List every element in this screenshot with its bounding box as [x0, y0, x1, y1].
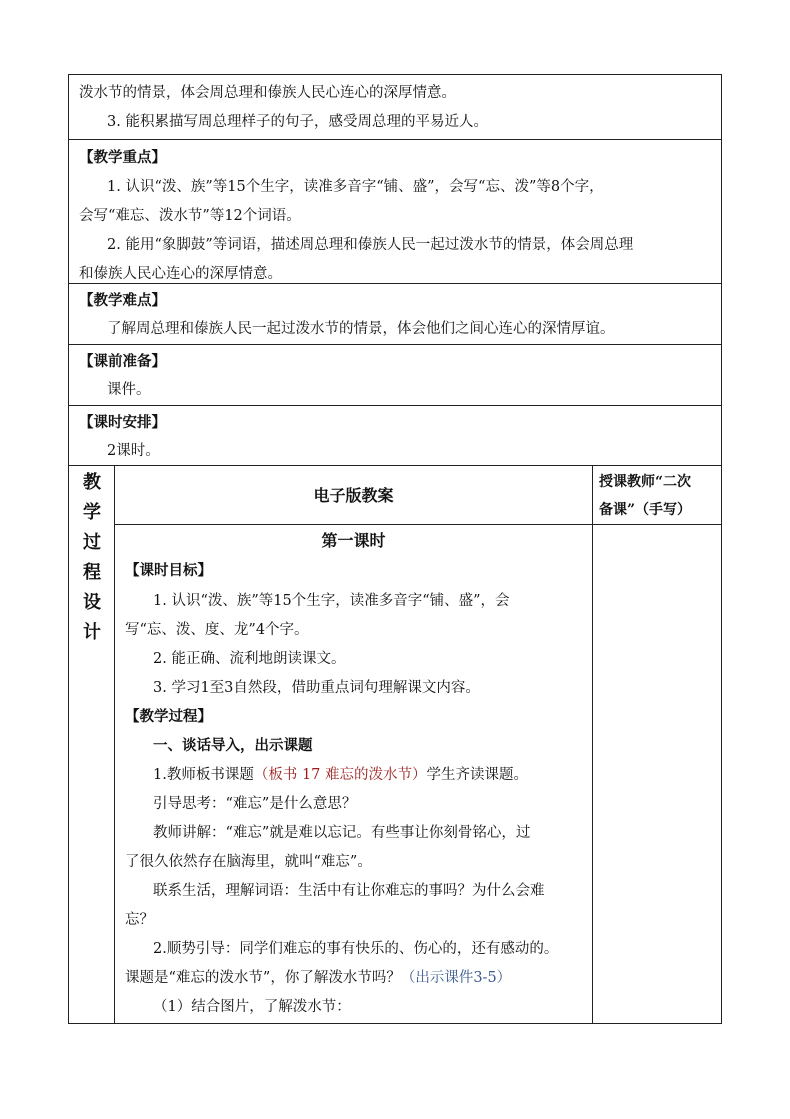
- side-label-char: 设: [83, 592, 101, 613]
- courseware-note: （出示课件3-5）: [400, 970, 512, 986]
- sub-step-1: （1）结合图片，了解泼水节：: [153, 999, 351, 1015]
- guide-question: 引导思考：“难忘”是什么意思？: [153, 796, 357, 812]
- main-column-header: [114, 465, 593, 525]
- lesson-title: 第一课时: [321, 531, 386, 550]
- key-points-heading: 【教学重点】: [79, 149, 166, 166]
- objective-line: 泼水节的情景，体会周总理和傣族人民心连心的深厚情意。: [79, 85, 456, 101]
- step-1-text-end: 学生齐读课题。: [426, 767, 529, 783]
- difficulty-text: 了解周总理和傣族人民一起过泼水节的情景，体会他们之间心连心的深情厚谊。: [107, 321, 615, 337]
- difficulty-cell: [68, 283, 722, 345]
- key-points-cell: [68, 139, 722, 284]
- notes-content-cell: [592, 524, 722, 1024]
- notes-header-line: 授课教师“二次: [599, 474, 692, 490]
- key-point-line: 2. 能用“象脚鼓”等词语，描述周总理和傣族人民一起过泼水节的情景，体会周总理: [107, 237, 634, 253]
- goal-2: 2. 能正确、流利地朗读课文。: [153, 651, 346, 667]
- goal-1-cont: 写“忘、泼、度、龙”4个字。: [125, 622, 309, 638]
- section-1-title: 一、谈话导入，出示课题: [153, 737, 313, 754]
- notes-column-header: [592, 465, 722, 525]
- side-label-char: 程: [83, 562, 101, 583]
- objective-3: 3. 能积累描写周总理样子的句子，感受周总理的平易近人。: [107, 114, 488, 130]
- teacher-explain-cont: 了很久依然存在脑海里，就叫“难忘”。: [125, 854, 372, 870]
- step-2: 2.顺势引导：同学们难忘的事有快乐的、伤心的，还有感动的。: [153, 941, 559, 957]
- side-label-char: 教: [83, 472, 101, 493]
- schedule-heading: 【课时安排】: [79, 414, 166, 431]
- lesson-plan-document: [68, 74, 722, 1024]
- key-point-line: 1. 认识“泼、族”等15个生字，读准多音字“铺、盛”，会写“忘、泼”等8个字，: [107, 179, 604, 195]
- teacher-explain: 教师讲解：“难忘”就是难以忘记。有些事让你刻骨铭心，过: [153, 825, 531, 841]
- goals-heading: 【课时目标】: [125, 562, 212, 579]
- process-heading: 【教学过程】: [125, 708, 212, 725]
- life-connection-cont: 忘？: [125, 912, 154, 928]
- goal-1: 1. 认识“泼、族”等15个生字，读准多音字“铺、盛”，会: [153, 593, 510, 609]
- difficulty-heading: 【教学难点】: [79, 292, 166, 309]
- step-1-text: 1.教师板书课题: [153, 767, 254, 783]
- preparation-text: 课件。: [107, 382, 151, 398]
- objectives-continued-cell: [68, 74, 722, 140]
- main-content-cell: [114, 524, 593, 1024]
- goal-3: 3. 学习1至3自然段，借助重点词句理解课文内容。: [153, 680, 480, 696]
- preparation-heading: 【课前准备】: [79, 353, 166, 370]
- schedule-cell: [68, 405, 722, 466]
- life-connection: 联系生活，理解词语：生活中有让你难忘的事吗？为什么会难: [153, 883, 545, 899]
- key-point-line: 会写“难忘、泼水节”等12个词语。: [79, 208, 301, 224]
- key-point-line: 和傣族人民心连心的深厚情意。: [79, 266, 282, 282]
- blackboard-note: （板书 17 难忘的泼水节）: [253, 767, 427, 783]
- side-label-char: 过: [83, 532, 101, 553]
- schedule-text: 2课时。: [107, 443, 160, 459]
- step-1: [153, 761, 528, 789]
- step-2-text: 课题是“难忘的泼水节”，你了解泼水节吗？: [125, 970, 401, 986]
- step-2-cont: [125, 964, 511, 992]
- side-label-char: 学: [83, 502, 101, 523]
- main-column-title: 电子版教案: [313, 486, 394, 505]
- side-label-char: 计: [83, 622, 101, 643]
- process-side-label-cell: [68, 465, 115, 1024]
- notes-header-line: 备课”（手写）: [599, 502, 692, 518]
- preparation-cell: [68, 344, 722, 406]
